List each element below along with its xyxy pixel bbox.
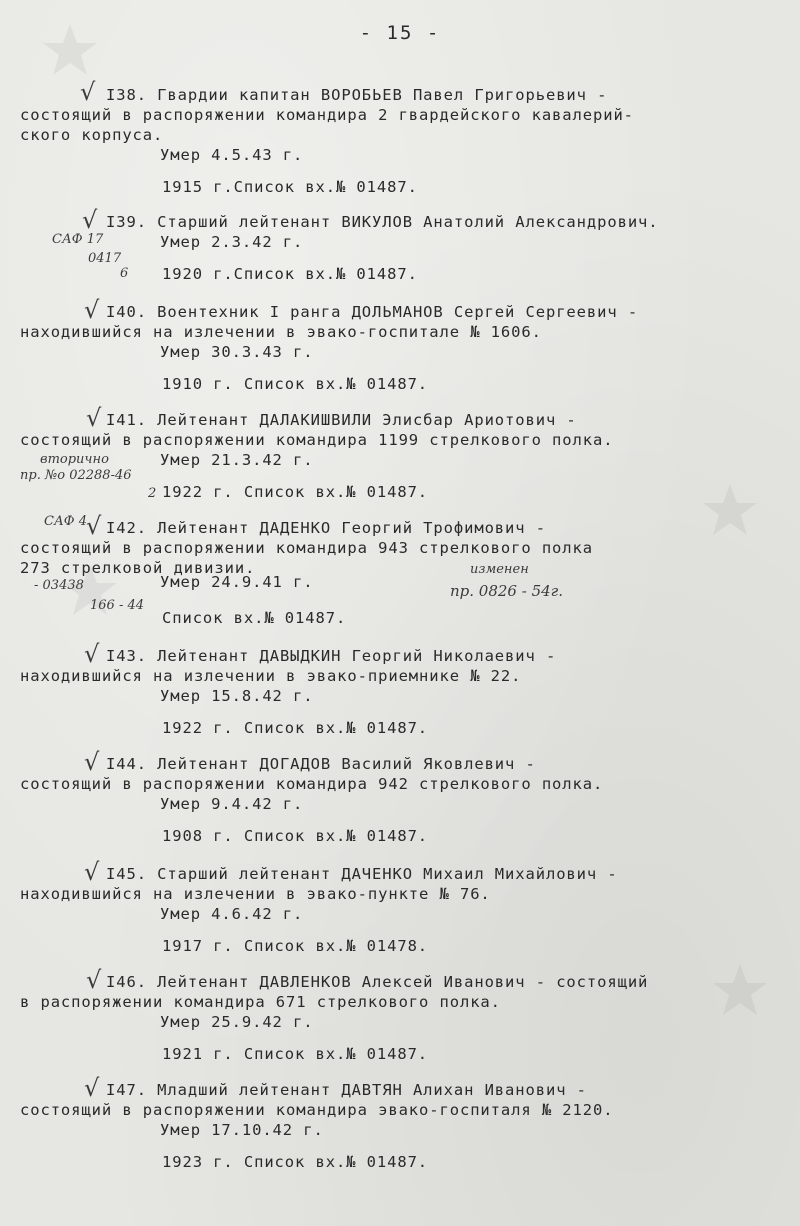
check-mark-icon: √ xyxy=(84,640,100,668)
page-number: - 15 - xyxy=(359,22,441,44)
entry-146-line2: в распоряжении командира 671 стрелкового полка. xyxy=(20,993,501,1011)
entry-145-died: Умер 4.6.42 г. xyxy=(160,905,304,923)
watermark-star-icon xyxy=(700,480,760,540)
entry-140-died: Умер 30.3.43 г. xyxy=(160,343,314,361)
entry-138-source: 1915 г.Список вх.№ 01487. xyxy=(162,178,418,196)
check-mark-icon: √ xyxy=(82,206,98,234)
entry-143-source: 1922 г. Список вх.№ 01487. xyxy=(162,719,429,737)
entry-142-source: Список вх.№ 01487. xyxy=(162,609,347,627)
entry-141-line2: состоящий в распоряжении командира 1199 стрелкового полка. xyxy=(20,431,614,449)
entry-139-line1: I39. Старший лейтенант ВИКУЛОВ Анатолий Александрович. xyxy=(106,213,659,231)
entry-144-source: 1908 г. Список вх.№ 01487. xyxy=(162,827,429,845)
check-mark-icon: √ xyxy=(84,1074,100,1102)
entry-140-line1: I40. Воентехник I ранга ДОЛЬМАНОВ Сергей Сергеевич - xyxy=(106,303,639,321)
entry-138-died: Умер 4.5.43 г. xyxy=(160,146,304,164)
entry-140-source: 1910 г. Список вх.№ 01487. xyxy=(162,375,429,393)
entry-147-died: Умер 17.10.42 г. xyxy=(160,1121,324,1139)
entry-146-line1: I46. Лейтенант ДАВЛЕНКОВ Алексей Иванович - состоящий xyxy=(106,973,649,991)
handwritten-note: 0417 xyxy=(88,251,122,266)
check-mark-icon: √ xyxy=(80,78,96,106)
handwritten-note: вторично xyxy=(40,452,109,467)
entry-141-line1: I41. Лейтенант ДАЛАКИШВИЛИ Элисбар Ариотович - xyxy=(106,411,577,429)
check-mark-icon: √ xyxy=(86,512,102,540)
check-mark-icon: √ xyxy=(84,858,100,886)
handwritten-note: пр. №о 02288-46 xyxy=(20,468,132,483)
entry-138-line3: ского корпуса. xyxy=(20,126,164,144)
entry-143-died: Умер 15.8.42 г. xyxy=(160,687,314,705)
handwritten-note: САФ 17 xyxy=(52,232,104,247)
handwritten-note: пр. 0826 - 54г. xyxy=(450,582,564,600)
entry-142-line2: состоящий в распоряжении командира 943 стрелкового полка xyxy=(20,539,593,557)
handwritten-note: - 03438 xyxy=(34,578,84,593)
handwritten-note: 166 - 44 xyxy=(90,598,145,613)
watermark-star-icon xyxy=(710,960,770,1020)
entry-139-source: 1920 г.Список вх.№ 01487. xyxy=(162,265,418,283)
check-mark-icon: √ xyxy=(86,404,102,432)
check-mark-icon: √ xyxy=(84,748,100,776)
entry-140-line2: находившийся на излечении в эвако-госпитале № 1606. xyxy=(20,323,542,341)
entry-143-line2: находившийся на излечении в эвако-приемнике № 22. xyxy=(20,667,522,685)
entry-145-line2: находившийся на излечении в эвако-пункте № 76. xyxy=(20,885,491,903)
entry-144-died: Умер 9.4.42 г. xyxy=(160,795,304,813)
entry-147-line1: I47. Младший лейтенант ДАВТЯН Алихан Иванович - xyxy=(106,1081,587,1099)
entry-138-line1: I38. Гвардии капитан ВОРОБЬЕВ Павел Григорьевич - xyxy=(106,86,608,104)
entry-138-line2: состоящий в распоряжении командира 2 гвардейского кавалерий- xyxy=(20,106,634,124)
entry-146-died: Умер 25.9.42 г. xyxy=(160,1013,314,1031)
check-mark-icon: √ xyxy=(84,296,100,324)
entry-142-died: Умер 24.9.41 г. xyxy=(160,573,314,591)
check-mark-icon: √ xyxy=(86,966,102,994)
entry-147-line2: состоящий в распоряжении командира эвако-госпиталя № 2120. xyxy=(20,1101,614,1119)
entry-142-line1: I42. Лейтенант ДАДЕНКО Георгий Трофимович - xyxy=(106,519,546,537)
handwritten-note: 2 xyxy=(148,486,157,501)
entry-141-source: 1922 г. Список вх.№ 01487. xyxy=(162,483,429,501)
entry-145-line1: I45. Старший лейтенант ДАЧЕНКО Михаил Михайлович - xyxy=(106,865,618,883)
entry-143-line1: I43. Лейтенант ДАВЫДКИН Георгий Николаевич - xyxy=(106,647,557,665)
entry-146-source: 1921 г. Список вх.№ 01487. xyxy=(162,1045,429,1063)
entry-139-died: Умер 2.3.42 г. xyxy=(160,233,304,251)
entry-144-line2: состоящий в распоряжении командира 942 стрелкового полка. xyxy=(20,775,604,793)
entry-142-line3: 273 стрелковой дивизии. xyxy=(20,559,256,577)
handwritten-note: изменен xyxy=(470,562,529,577)
handwritten-note: 6 xyxy=(120,266,129,281)
handwritten-note: САФ 4 xyxy=(44,514,87,529)
entry-147-source: 1923 г. Список вх.№ 01487. xyxy=(162,1153,429,1171)
entry-144-line1: I44. Лейтенант ДОГАДОВ Василий Яковлевич - xyxy=(106,755,536,773)
entry-145-source: 1917 г. Список вх.№ 01478. xyxy=(162,937,429,955)
entry-141-died: Умер 21.3.42 г. xyxy=(160,451,314,469)
